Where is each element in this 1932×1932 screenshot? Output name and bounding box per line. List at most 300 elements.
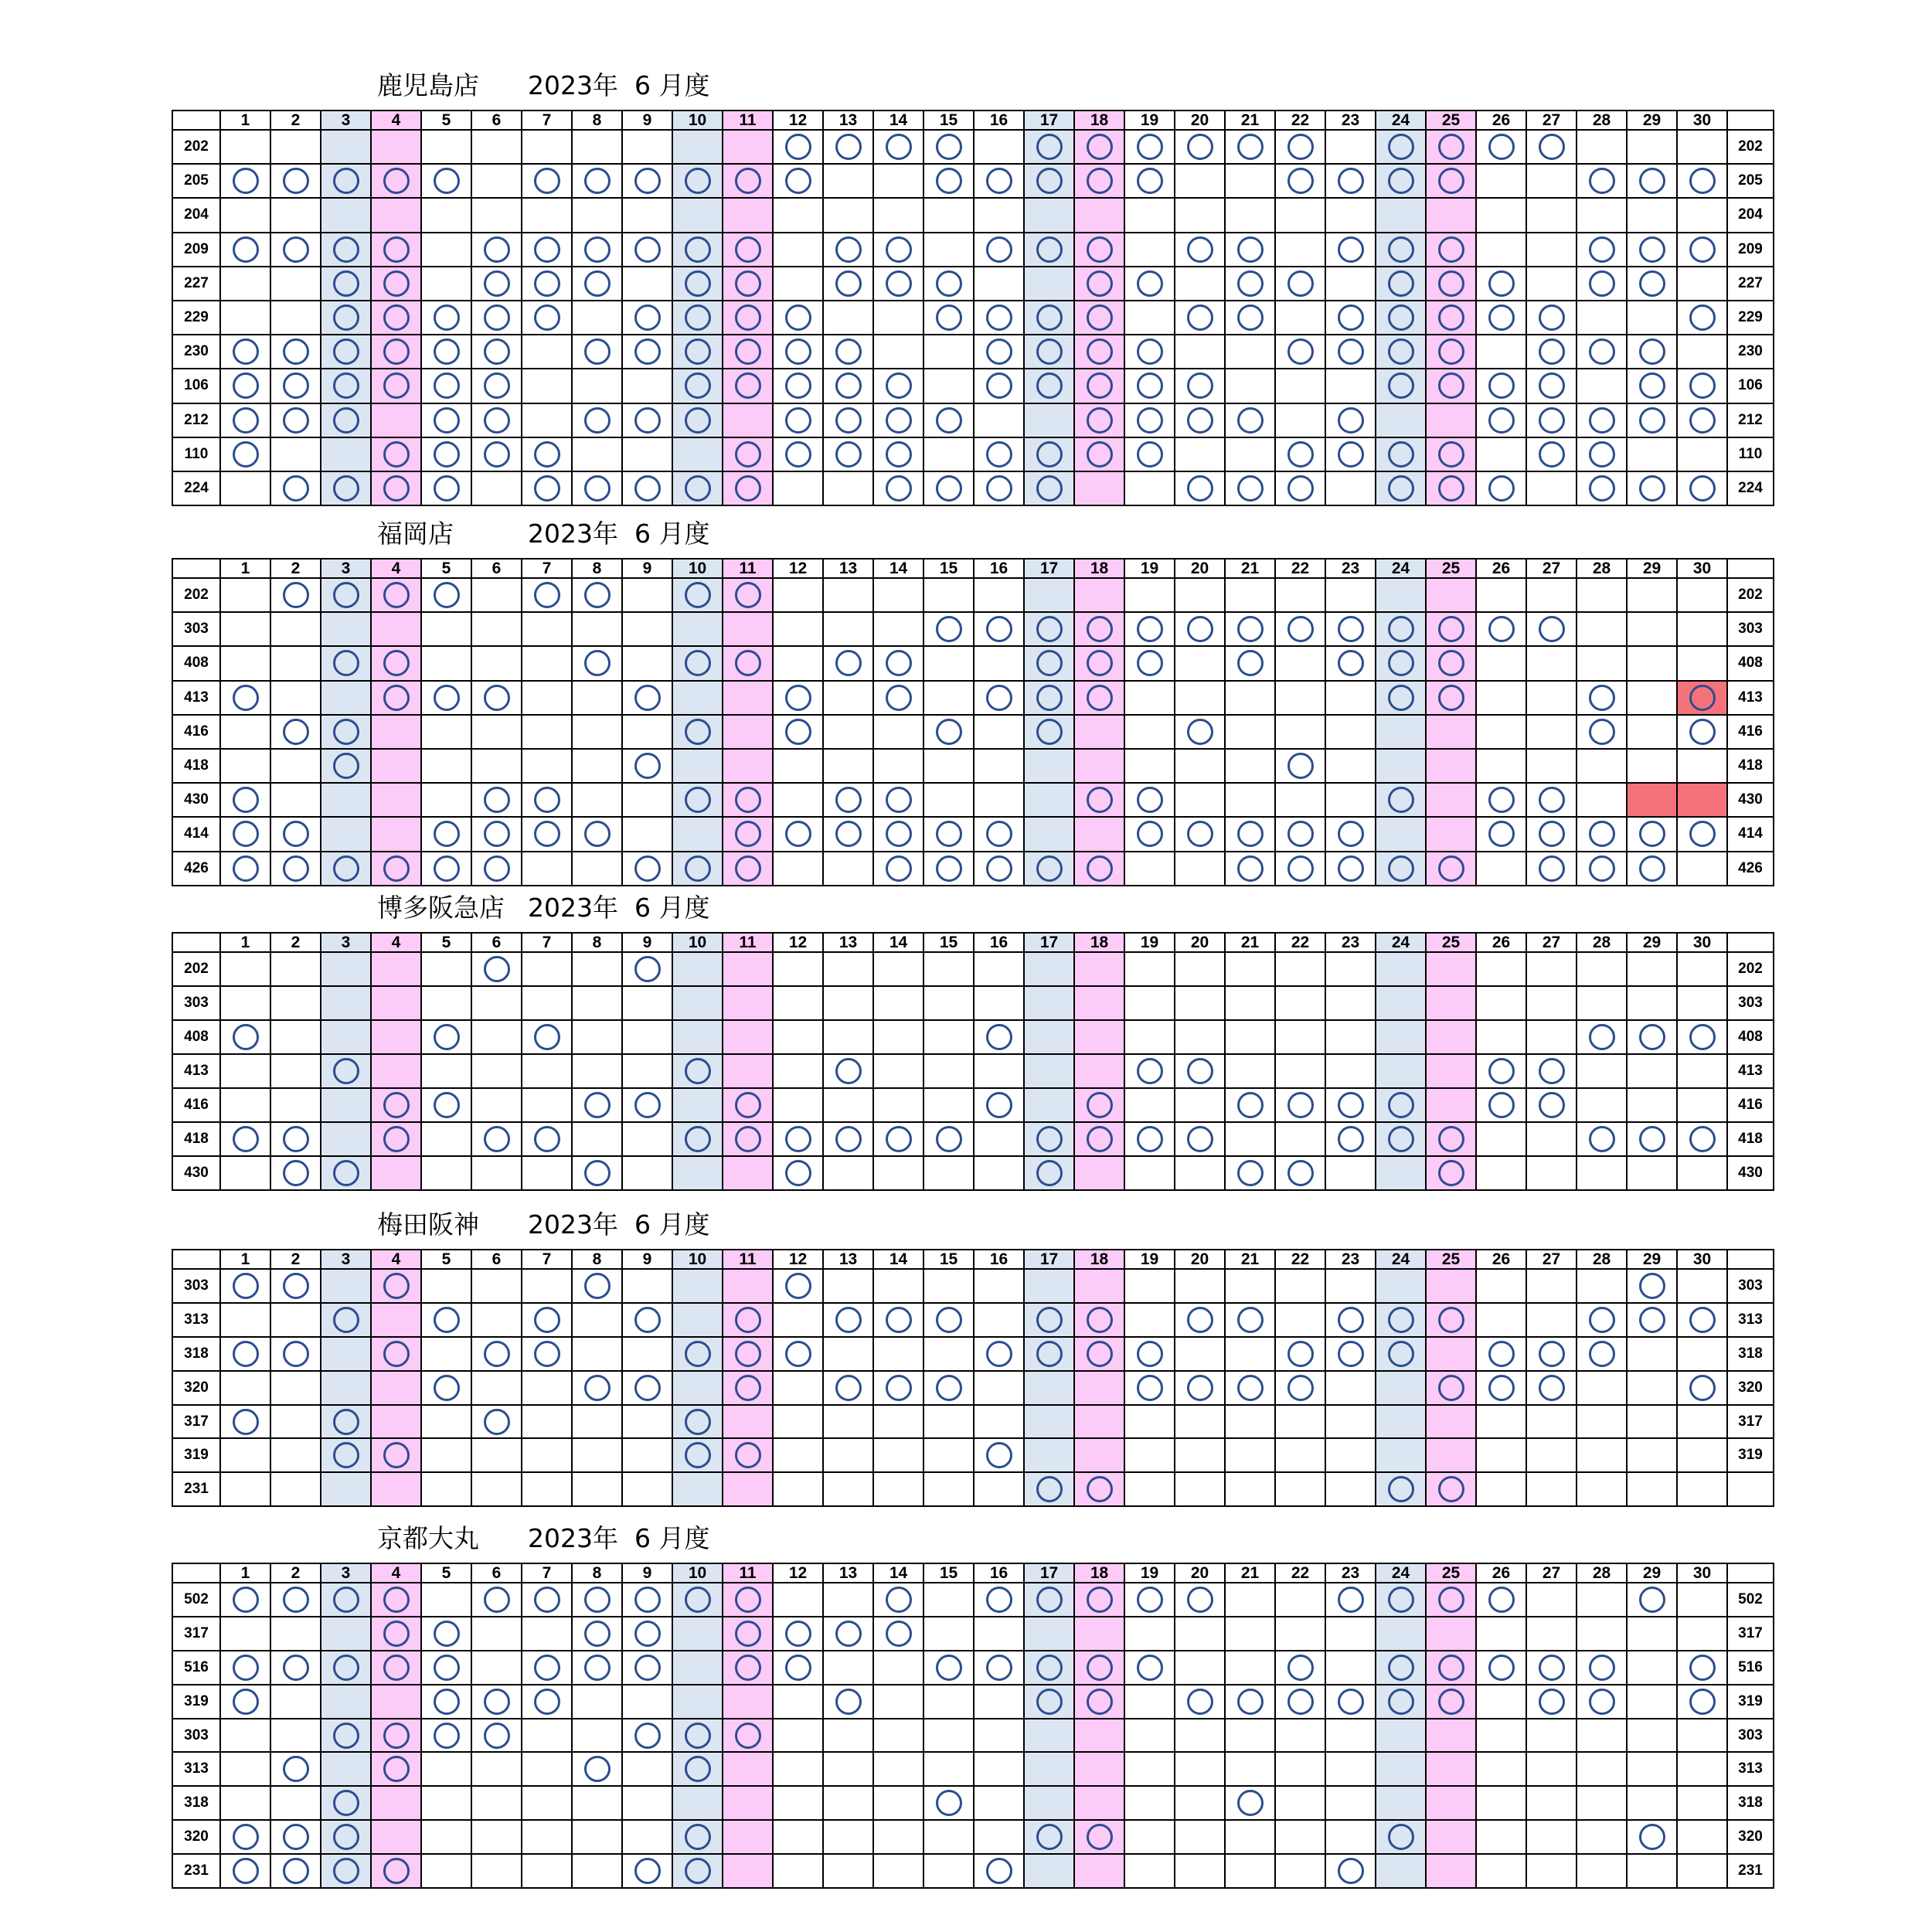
day-cell[interactable]	[622, 1337, 672, 1371]
day-cell[interactable]	[823, 1405, 873, 1439]
day-cell[interactable]	[672, 715, 723, 749]
day-cell[interactable]	[974, 403, 1024, 437]
day-cell[interactable]	[371, 952, 421, 986]
day-cell[interactable]	[974, 852, 1024, 886]
day-cell[interactable]	[1577, 1786, 1627, 1820]
day-cell[interactable]	[1225, 1088, 1275, 1122]
day-cell[interactable]	[773, 1088, 823, 1122]
day-cell[interactable]	[1476, 1337, 1526, 1371]
day-cell[interactable]	[622, 1651, 672, 1685]
day-cell[interactable]	[1677, 1088, 1727, 1122]
day-cell[interactable]	[1677, 233, 1727, 267]
day-cell[interactable]	[522, 1405, 572, 1439]
day-cell[interactable]	[321, 1337, 371, 1371]
day-cell[interactable]	[1124, 130, 1175, 164]
day-cell[interactable]	[773, 1786, 823, 1820]
day-cell[interactable]	[773, 437, 823, 471]
day-cell[interactable]	[622, 1685, 672, 1719]
day-cell[interactable]	[622, 1054, 672, 1088]
day-cell[interactable]	[1275, 403, 1325, 437]
day-cell[interactable]	[1175, 1438, 1225, 1472]
day-cell[interactable]	[672, 612, 723, 646]
day-cell[interactable]	[773, 578, 823, 612]
day-cell[interactable]	[421, 1685, 471, 1719]
day-cell[interactable]	[321, 335, 371, 369]
day-cell[interactable]	[1225, 1337, 1275, 1371]
day-cell[interactable]	[1325, 1156, 1376, 1190]
day-cell[interactable]	[974, 1088, 1024, 1122]
day-cell[interactable]	[873, 1854, 923, 1888]
day-cell[interactable]	[220, 986, 270, 1020]
day-cell[interactable]	[522, 198, 572, 232]
flagged-day-cell[interactable]	[1677, 783, 1727, 817]
day-cell[interactable]	[1577, 1820, 1627, 1854]
day-cell[interactable]	[572, 1156, 622, 1190]
day-cell[interactable]	[1175, 681, 1225, 715]
day-cell[interactable]	[923, 749, 974, 783]
day-cell[interactable]	[723, 986, 773, 1020]
day-cell[interactable]	[1627, 1583, 1677, 1617]
day-cell[interactable]	[723, 1371, 773, 1405]
day-cell[interactable]	[1325, 612, 1376, 646]
day-cell[interactable]	[371, 715, 421, 749]
day-cell[interactable]	[773, 1337, 823, 1371]
day-cell[interactable]	[672, 1820, 723, 1854]
day-cell[interactable]	[421, 715, 471, 749]
day-cell[interactable]	[1024, 437, 1074, 471]
day-cell[interactable]	[1426, 1438, 1476, 1472]
day-cell[interactable]	[1627, 1617, 1677, 1651]
day-cell[interactable]	[572, 1854, 622, 1888]
day-cell[interactable]	[1426, 817, 1476, 851]
day-cell[interactable]	[1677, 1020, 1727, 1054]
day-cell[interactable]	[1175, 301, 1225, 335]
day-cell[interactable]	[1325, 471, 1376, 505]
day-cell[interactable]	[321, 267, 371, 301]
day-cell[interactable]	[1426, 130, 1476, 164]
day-cell[interactable]	[1677, 130, 1727, 164]
day-cell[interactable]	[572, 1088, 622, 1122]
day-cell[interactable]	[923, 1472, 974, 1506]
day-cell[interactable]	[1275, 612, 1325, 646]
day-cell[interactable]	[823, 471, 873, 505]
day-cell[interactable]	[974, 578, 1024, 612]
day-cell[interactable]	[1074, 1438, 1124, 1472]
day-cell[interactable]	[220, 1269, 270, 1303]
day-cell[interactable]	[1376, 437, 1426, 471]
day-cell[interactable]	[1526, 612, 1577, 646]
day-cell[interactable]	[873, 681, 923, 715]
day-cell[interactable]	[522, 369, 572, 403]
day-cell[interactable]	[572, 267, 622, 301]
day-cell[interactable]	[321, 783, 371, 817]
day-cell[interactable]	[421, 1820, 471, 1854]
day-cell[interactable]	[1325, 1719, 1376, 1753]
day-cell[interactable]	[270, 437, 321, 471]
day-cell[interactable]	[471, 715, 522, 749]
day-cell[interactable]	[723, 1156, 773, 1190]
day-cell[interactable]	[723, 646, 773, 680]
day-cell[interactable]	[1024, 1405, 1074, 1439]
day-cell[interactable]	[873, 783, 923, 817]
day-cell[interactable]	[270, 301, 321, 335]
day-cell[interactable]	[672, 198, 723, 232]
day-cell[interactable]	[1275, 1820, 1325, 1854]
day-cell[interactable]	[1426, 233, 1476, 267]
day-cell[interactable]	[823, 437, 873, 471]
day-cell[interactable]	[1325, 233, 1376, 267]
day-cell[interactable]	[522, 1854, 572, 1888]
day-cell[interactable]	[220, 1438, 270, 1472]
day-cell[interactable]	[1627, 267, 1677, 301]
day-cell[interactable]	[471, 301, 522, 335]
day-cell[interactable]	[572, 749, 622, 783]
day-cell[interactable]	[723, 369, 773, 403]
day-cell[interactable]	[1376, 1752, 1426, 1786]
day-cell[interactable]	[1426, 369, 1476, 403]
day-cell[interactable]	[773, 817, 823, 851]
day-cell[interactable]	[873, 1405, 923, 1439]
day-cell[interactable]	[923, 1371, 974, 1405]
day-cell[interactable]	[1074, 1472, 1124, 1506]
day-cell[interactable]	[1526, 471, 1577, 505]
day-cell[interactable]	[1325, 986, 1376, 1020]
day-cell[interactable]	[773, 681, 823, 715]
day-cell[interactable]	[1175, 1054, 1225, 1088]
day-cell[interactable]	[421, 1719, 471, 1753]
day-cell[interactable]	[622, 1438, 672, 1472]
day-cell[interactable]	[471, 681, 522, 715]
day-cell[interactable]	[1376, 715, 1426, 749]
day-cell[interactable]	[773, 335, 823, 369]
day-cell[interactable]	[1124, 1617, 1175, 1651]
day-cell[interactable]	[471, 369, 522, 403]
day-cell[interactable]	[1526, 301, 1577, 335]
day-cell[interactable]	[823, 164, 873, 198]
day-cell[interactable]	[622, 369, 672, 403]
day-cell[interactable]	[1124, 233, 1175, 267]
day-cell[interactable]	[823, 852, 873, 886]
day-cell[interactable]	[1325, 1617, 1376, 1651]
day-cell[interactable]	[974, 817, 1024, 851]
day-cell[interactable]	[1627, 1719, 1677, 1753]
day-cell[interactable]	[572, 335, 622, 369]
day-cell[interactable]	[1426, 267, 1476, 301]
day-cell[interactable]	[622, 198, 672, 232]
day-cell[interactable]	[923, 1337, 974, 1371]
day-cell[interactable]	[522, 1820, 572, 1854]
day-cell[interactable]	[1677, 198, 1727, 232]
day-cell[interactable]	[1677, 1752, 1727, 1786]
day-cell[interactable]	[471, 1337, 522, 1371]
day-cell[interactable]	[1225, 1854, 1275, 1888]
day-cell[interactable]	[270, 715, 321, 749]
day-cell[interactable]	[1275, 986, 1325, 1020]
day-cell[interactable]	[321, 403, 371, 437]
day-cell[interactable]	[723, 1269, 773, 1303]
day-cell[interactable]	[1225, 301, 1275, 335]
day-cell[interactable]	[572, 578, 622, 612]
day-cell[interactable]	[220, 681, 270, 715]
day-cell[interactable]	[923, 952, 974, 986]
day-cell[interactable]	[1677, 369, 1727, 403]
day-cell[interactable]	[1376, 817, 1426, 851]
day-cell[interactable]	[1476, 164, 1526, 198]
day-cell[interactable]	[1376, 369, 1426, 403]
day-cell[interactable]	[672, 681, 723, 715]
day-cell[interactable]	[1426, 1583, 1476, 1617]
day-cell[interactable]	[1325, 817, 1376, 851]
day-cell[interactable]	[773, 403, 823, 437]
day-cell[interactable]	[572, 817, 622, 851]
day-cell[interactable]	[572, 1820, 622, 1854]
day-cell[interactable]	[1677, 301, 1727, 335]
day-cell[interactable]	[1526, 335, 1577, 369]
day-cell[interactable]	[723, 612, 773, 646]
day-cell[interactable]	[1677, 1156, 1727, 1190]
day-cell[interactable]	[1175, 130, 1225, 164]
day-cell[interactable]	[1677, 1438, 1727, 1472]
day-cell[interactable]	[270, 1583, 321, 1617]
day-cell[interactable]	[1124, 335, 1175, 369]
day-cell[interactable]	[421, 1854, 471, 1888]
day-cell[interactable]	[1175, 198, 1225, 232]
day-cell[interactable]	[1024, 952, 1074, 986]
day-cell[interactable]	[220, 749, 270, 783]
day-cell[interactable]	[723, 1472, 773, 1506]
day-cell[interactable]	[471, 1583, 522, 1617]
day-cell[interactable]	[270, 1472, 321, 1506]
day-cell[interactable]	[1325, 335, 1376, 369]
day-cell[interactable]	[220, 335, 270, 369]
day-cell[interactable]	[1074, 335, 1124, 369]
day-cell[interactable]	[1627, 681, 1677, 715]
day-cell[interactable]	[723, 1438, 773, 1472]
day-cell[interactable]	[572, 1054, 622, 1088]
day-cell[interactable]	[421, 1156, 471, 1190]
day-cell[interactable]	[1627, 578, 1677, 612]
day-cell[interactable]	[1225, 1020, 1275, 1054]
day-cell[interactable]	[522, 612, 572, 646]
day-cell[interactable]	[1325, 1122, 1376, 1156]
day-cell[interactable]	[321, 952, 371, 986]
day-cell[interactable]	[1124, 1719, 1175, 1753]
day-cell[interactable]	[672, 1752, 723, 1786]
day-cell[interactable]	[1577, 715, 1627, 749]
day-cell[interactable]	[371, 233, 421, 267]
day-cell[interactable]	[622, 646, 672, 680]
day-cell[interactable]	[1325, 1405, 1376, 1439]
day-cell[interactable]	[873, 715, 923, 749]
day-cell[interactable]	[471, 198, 522, 232]
day-cell[interactable]	[974, 952, 1024, 986]
day-cell[interactable]	[220, 403, 270, 437]
day-cell[interactable]	[1325, 1371, 1376, 1405]
day-cell[interactable]	[1074, 1617, 1124, 1651]
day-cell[interactable]	[270, 403, 321, 437]
day-cell[interactable]	[1325, 1786, 1376, 1820]
day-cell[interactable]	[1024, 1719, 1074, 1753]
day-cell[interactable]	[421, 198, 471, 232]
day-cell[interactable]	[672, 164, 723, 198]
day-cell[interactable]	[1225, 1156, 1275, 1190]
day-cell[interactable]	[1225, 1583, 1275, 1617]
day-cell[interactable]	[873, 1617, 923, 1651]
day-cell[interactable]	[1175, 578, 1225, 612]
day-cell[interactable]	[220, 1337, 270, 1371]
day-cell[interactable]	[421, 1405, 471, 1439]
day-cell[interactable]	[220, 817, 270, 851]
day-cell[interactable]	[1225, 817, 1275, 851]
day-cell[interactable]	[1577, 1088, 1627, 1122]
day-cell[interactable]	[1677, 578, 1727, 612]
day-cell[interactable]	[773, 1583, 823, 1617]
day-cell[interactable]	[773, 198, 823, 232]
day-cell[interactable]	[1426, 783, 1476, 817]
day-cell[interactable]	[471, 1651, 522, 1685]
day-cell[interactable]	[371, 1719, 421, 1753]
day-cell[interactable]	[1677, 335, 1727, 369]
day-cell[interactable]	[1124, 986, 1175, 1020]
day-cell[interactable]	[1074, 986, 1124, 1020]
day-cell[interactable]	[321, 1719, 371, 1753]
day-cell[interactable]	[1275, 335, 1325, 369]
day-cell[interactable]	[1526, 715, 1577, 749]
day-cell[interactable]	[923, 1685, 974, 1719]
day-cell[interactable]	[522, 986, 572, 1020]
day-cell[interactable]	[572, 301, 622, 335]
day-cell[interactable]	[1124, 1371, 1175, 1405]
day-cell[interactable]	[923, 783, 974, 817]
day-cell[interactable]	[1275, 1122, 1325, 1156]
day-cell[interactable]	[1526, 646, 1577, 680]
day-cell[interactable]	[1627, 301, 1677, 335]
day-cell[interactable]	[1175, 1651, 1225, 1685]
day-cell[interactable]	[371, 130, 421, 164]
day-cell[interactable]	[471, 817, 522, 851]
day-cell[interactable]	[1124, 681, 1175, 715]
day-cell[interactable]	[1627, 1269, 1677, 1303]
day-cell[interactable]	[1627, 1438, 1677, 1472]
day-cell[interactable]	[873, 1583, 923, 1617]
day-cell[interactable]	[974, 1122, 1024, 1156]
day-cell[interactable]	[572, 783, 622, 817]
day-cell[interactable]	[572, 1719, 622, 1753]
day-cell[interactable]	[622, 1617, 672, 1651]
day-cell[interactable]	[923, 164, 974, 198]
day-cell[interactable]	[371, 1337, 421, 1371]
day-cell[interactable]	[1476, 646, 1526, 680]
day-cell[interactable]	[923, 1617, 974, 1651]
day-cell[interactable]	[1677, 1617, 1727, 1651]
day-cell[interactable]	[1175, 817, 1225, 851]
day-cell[interactable]	[823, 1472, 873, 1506]
day-cell[interactable]	[220, 1583, 270, 1617]
day-cell[interactable]	[873, 1088, 923, 1122]
day-cell[interactable]	[471, 986, 522, 1020]
day-cell[interactable]	[1225, 681, 1275, 715]
day-cell[interactable]	[823, 1651, 873, 1685]
day-cell[interactable]	[572, 1472, 622, 1506]
day-cell[interactable]	[321, 1651, 371, 1685]
day-cell[interactable]	[873, 578, 923, 612]
day-cell[interactable]	[923, 301, 974, 335]
day-cell[interactable]	[471, 1786, 522, 1820]
day-cell[interactable]	[1275, 471, 1325, 505]
day-cell[interactable]	[1074, 130, 1124, 164]
day-cell[interactable]	[1577, 681, 1627, 715]
day-cell[interactable]	[371, 986, 421, 1020]
day-cell[interactable]	[1577, 403, 1627, 437]
day-cell[interactable]	[572, 403, 622, 437]
day-cell[interactable]	[371, 783, 421, 817]
day-cell[interactable]	[923, 612, 974, 646]
day-cell[interactable]	[773, 1438, 823, 1472]
day-cell[interactable]	[1275, 437, 1325, 471]
day-cell[interactable]	[1627, 471, 1677, 505]
day-cell[interactable]	[1627, 403, 1677, 437]
day-cell[interactable]	[371, 1820, 421, 1854]
day-cell[interactable]	[1024, 369, 1074, 403]
day-cell[interactable]	[371, 1583, 421, 1617]
day-cell[interactable]	[1225, 233, 1275, 267]
day-cell[interactable]	[371, 1854, 421, 1888]
day-cell[interactable]	[220, 1854, 270, 1888]
day-cell[interactable]	[1627, 1405, 1677, 1439]
day-cell[interactable]	[1175, 471, 1225, 505]
day-cell[interactable]	[1175, 1617, 1225, 1651]
day-cell[interactable]	[1175, 1719, 1225, 1753]
day-cell[interactable]	[873, 749, 923, 783]
day-cell[interactable]	[220, 198, 270, 232]
day-cell[interactable]	[321, 1020, 371, 1054]
day-cell[interactable]	[522, 578, 572, 612]
day-cell[interactable]	[421, 164, 471, 198]
day-cell[interactable]	[823, 267, 873, 301]
day-cell[interactable]	[773, 646, 823, 680]
day-cell[interactable]	[1426, 1156, 1476, 1190]
day-cell[interactable]	[1275, 301, 1325, 335]
day-cell[interactable]	[1024, 578, 1074, 612]
day-cell[interactable]	[1627, 1820, 1677, 1854]
day-cell[interactable]	[1476, 817, 1526, 851]
day-cell[interactable]	[1376, 1583, 1426, 1617]
day-cell[interactable]	[823, 1583, 873, 1617]
day-cell[interactable]	[421, 1752, 471, 1786]
day-cell[interactable]	[1476, 1820, 1526, 1854]
day-cell[interactable]	[1325, 1337, 1376, 1371]
day-cell[interactable]	[321, 198, 371, 232]
day-cell[interactable]	[773, 1303, 823, 1337]
day-cell[interactable]	[1426, 681, 1476, 715]
day-cell[interactable]	[974, 1583, 1024, 1617]
day-cell[interactable]	[974, 1820, 1024, 1854]
day-cell[interactable]	[321, 1438, 371, 1472]
day-cell[interactable]	[270, 1438, 321, 1472]
day-cell[interactable]	[1677, 1337, 1727, 1371]
day-cell[interactable]	[1024, 852, 1074, 886]
day-cell[interactable]	[1526, 1156, 1577, 1190]
day-cell[interactable]	[471, 1752, 522, 1786]
day-cell[interactable]	[1074, 301, 1124, 335]
day-cell[interactable]	[1225, 646, 1275, 680]
day-cell[interactable]	[421, 1088, 471, 1122]
day-cell[interactable]	[1426, 1617, 1476, 1651]
day-cell[interactable]	[974, 1337, 1024, 1371]
day-cell[interactable]	[672, 267, 723, 301]
day-cell[interactable]	[1677, 986, 1727, 1020]
day-cell[interactable]	[1577, 1752, 1627, 1786]
